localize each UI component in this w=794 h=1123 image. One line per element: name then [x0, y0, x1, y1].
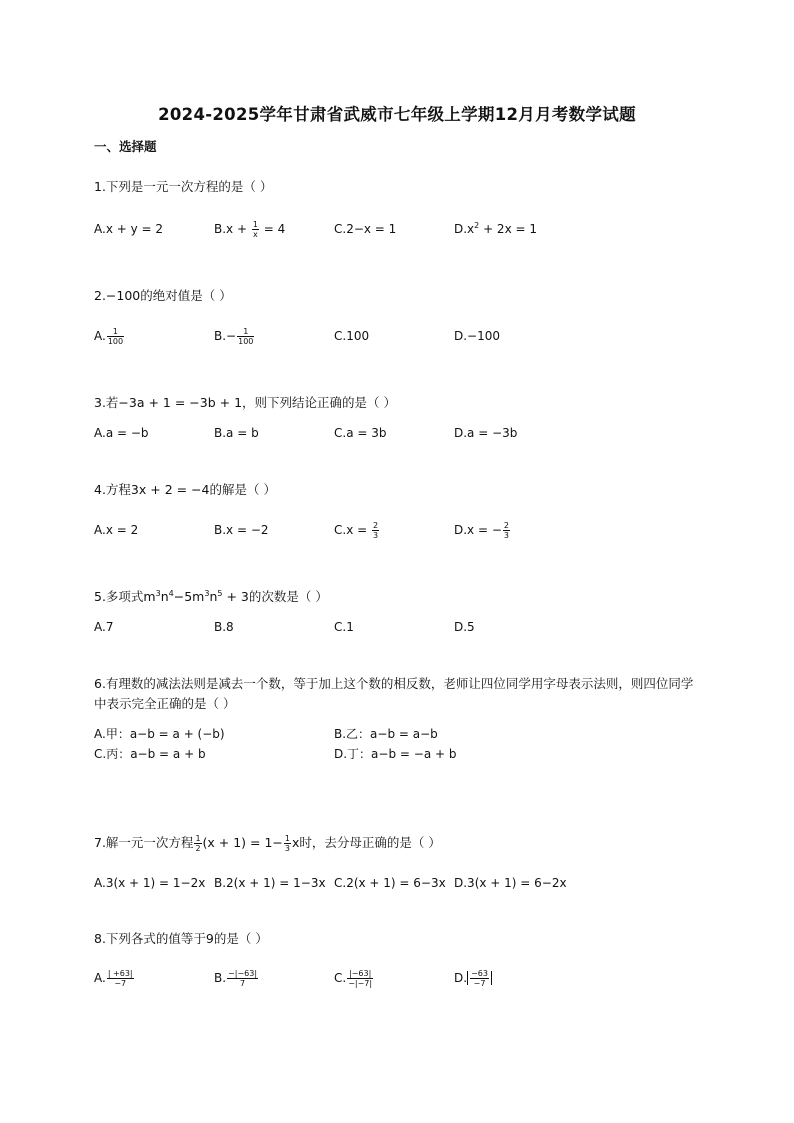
q7-option-a: A.3(x + 1) = 1−2x	[94, 876, 206, 890]
q8-option-c: C. $\frac{|-63|}{-|-7|}$	[334, 969, 373, 988]
q4-option-a: A.x = 2	[94, 523, 139, 537]
section-heading: 一、选择题	[94, 139, 157, 154]
fraction: $\frac{1}{x}$	[252, 220, 258, 239]
q4-option-b: B.x = −2	[214, 523, 269, 537]
q3-option-d: D.a = −3b	[454, 426, 518, 440]
q7-option-d: D.3(x + 1) = 6−2x	[454, 876, 567, 890]
q6-option-b: B.乙：a−b = a−b	[334, 727, 438, 741]
q6-option-a: A.甲：a−b = a + (−b)	[94, 727, 225, 741]
page-title: 2024-2025学年甘肃省武威市七年级上学期12月月考数学试题	[158, 105, 636, 124]
q2-option-c: C.100	[334, 329, 370, 343]
q1-option-d: $D.x^2 + 2x = 1$	[454, 221, 537, 236]
question-1-stem: 1.下列是一元一次方程的是（ ）	[94, 179, 273, 194]
q1-option-b: B.x + $\frac{1}{x}$ = 4	[214, 220, 286, 239]
q6-option-d: D.丁：a−b = −a + b	[334, 747, 457, 761]
q4-option-d: D.x = − $\frac{2}{3}$	[454, 521, 509, 540]
q5-option-a: A.7	[94, 620, 114, 634]
q3-option-a: A.a = −b	[94, 426, 149, 440]
q7-option-c: C.2(x + 1) = 6−3x	[334, 876, 446, 890]
q2-option-b: B.− $\frac{1}{100}$	[214, 327, 254, 346]
question-2-stem: 2.−100的绝对值是（ ）	[94, 288, 232, 303]
question-6-stem: 6.有理数的减法法则是减去一个数，等于加上这个数的相反数，老师让四位同学用字母表示法则，则四位同学中表示完全正确的是（ ）	[94, 676, 694, 711]
question-3-stem: 3.若−3a + 1 = −3b + 1，则下列结论正确的是（ ）	[94, 395, 397, 410]
q2-option-a: A. $\frac{1}{100}$	[94, 327, 124, 346]
q3-option-c: C.a = 3b	[334, 426, 387, 440]
q8-option-b: B. $\frac{-|-63|}{7}$	[214, 969, 258, 988]
q3-option-b: B.a = b	[214, 426, 259, 440]
q2-option-d: D.−100	[454, 329, 501, 343]
question-5-stem: 5.多项式$m^3n^4-5m^3n^5 + 3$的次数是（ ）	[94, 588, 328, 604]
question-4-stem: 4.方程3x + 2 = −4的解是（ ）	[94, 482, 276, 497]
q8-option-a: A. $\frac{| +63|}{-7}$	[94, 969, 133, 988]
q7-option-b: B.2(x + 1) = 1−3x	[214, 876, 326, 890]
question-8-stem: 8.下列各式的值等于9的是（ ）	[94, 931, 268, 946]
q6-option-c: C.丙：a−b = a + b	[94, 747, 206, 761]
q1-option-c: C.2−x = 1	[334, 222, 397, 236]
q1-option-a: A.x + y = 2	[94, 222, 164, 236]
q8-option-d: D. $\frac{-63}{-7}$	[454, 968, 492, 988]
question-7-stem: 7.解一元一次方程 $\frac{1}{2}$ (x + 1) = 1− $\frac{1}{3}$ x时，去分母正确的是（ ）	[94, 834, 441, 853]
q5-option-d: D.5	[454, 620, 475, 634]
q5-option-c: C.1	[334, 620, 354, 634]
q4-option-c: C.x = $\frac{2}{3}$	[334, 521, 379, 540]
q5-option-b: B.8	[214, 620, 234, 634]
